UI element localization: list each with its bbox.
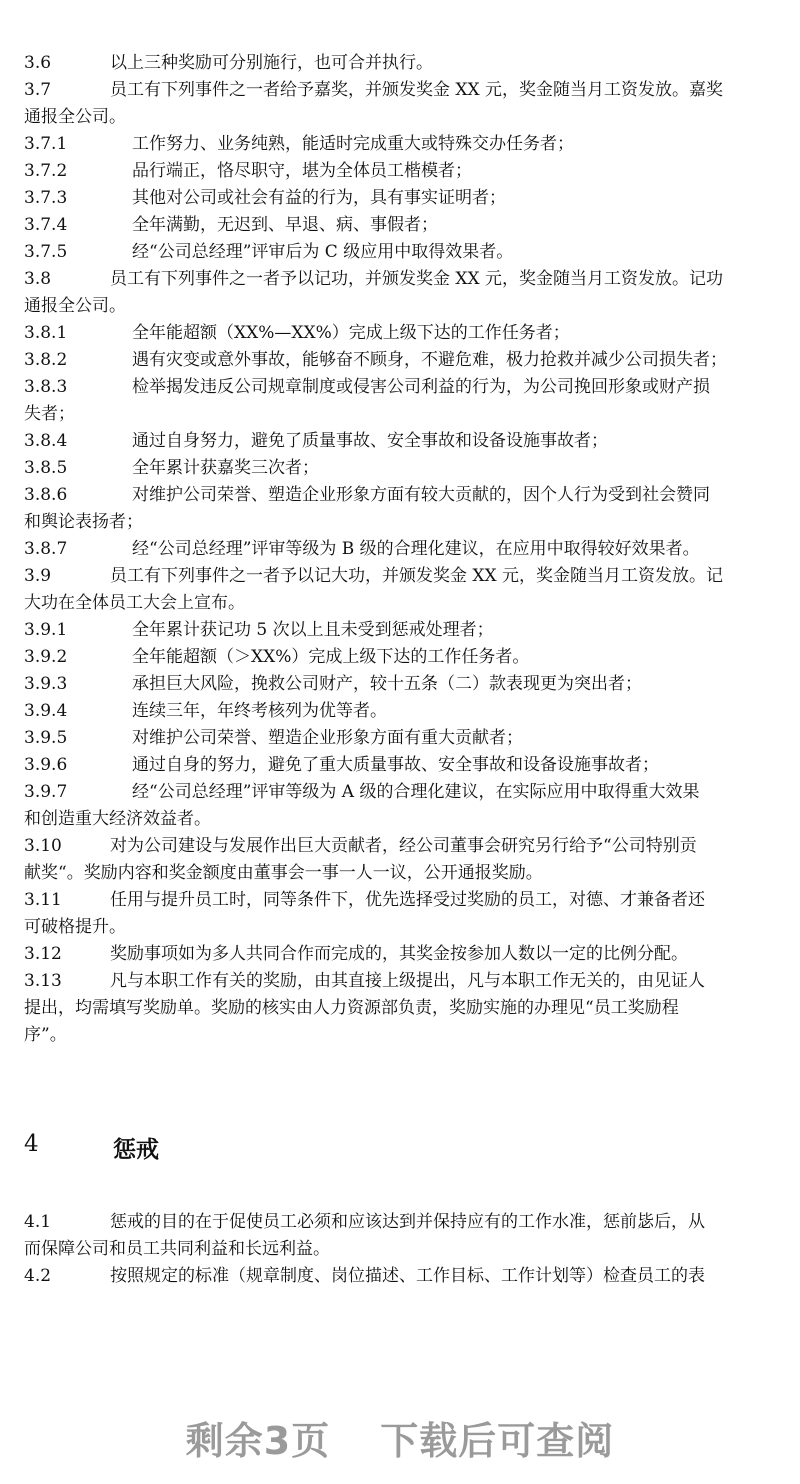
clause-text: 品行端正，恪尽职守，堪为全体员工楷模者；	[132, 161, 472, 181]
clause-text: 对维护公司荣誉、塑造企业形象方面有较大贡献的，因个人行为受到社会赞同	[132, 485, 710, 505]
clause-text: 全年累计获嘉奖三次者；	[132, 458, 319, 478]
clause-number: 4.2	[24, 1266, 52, 1286]
clause-text: 经“公司总经理”评审后为 C 级应用中取得效果者。	[132, 242, 514, 262]
section-title: 惩戒	[113, 1136, 159, 1163]
clause-continuation	[24, 509, 776, 536]
clause-text: 对为公司建设与发展作出巨大贡献者，经公司董事会研究另行给予“公司特别贡	[110, 836, 697, 856]
clause-number: 3.8.3	[24, 377, 68, 397]
clause-number: 3.7.1	[24, 134, 68, 154]
clause-text: 以上三种奖励可分别施行，也可合并执行。	[110, 53, 433, 73]
clause	[24, 671, 776, 698]
clause-continuation-text: 和舆论表扬者；	[24, 512, 143, 532]
clause	[24, 455, 776, 482]
clause-text: 通过自身努力，避免了质量事故、安全事故和设备设施事故者；	[132, 431, 608, 451]
clause-number: 3.9.4	[24, 701, 68, 721]
remaining-pages-banner[interactable]	[0, 1410, 800, 1465]
clause	[24, 752, 776, 779]
clause-continuation	[24, 806, 776, 833]
clause-continuation	[24, 590, 776, 617]
clause	[24, 1263, 776, 1290]
clause-continuation-text: 提出，均需填写奖励单。奖励的核实由人力资源部负责，奖励实施的办理见“员工奖励程	[24, 998, 679, 1018]
clause-text: 通过自身的努力，避免了重大质量事故、安全事故和设备设施事故者；	[132, 755, 659, 775]
clause-number: 3.8	[24, 269, 52, 289]
clause-number: 3.8.4	[24, 431, 68, 451]
clause	[24, 968, 776, 995]
section-number: 4	[24, 1131, 39, 1157]
section-3-body	[24, 50, 776, 1049]
clause-number: 3.9	[24, 566, 52, 586]
clause-number: 3.8.6	[24, 485, 68, 505]
clause	[24, 185, 776, 212]
clause-text: 工作努力、业务纯熟，能适时完成重大或特殊交办任务者；	[132, 134, 574, 154]
clause-continuation	[24, 860, 776, 887]
clause-number: 3.10	[24, 836, 62, 856]
clause-text: 连续三年，年终考核列为优等者。	[132, 701, 387, 721]
clause-text: 奖励事项如为多人共同合作而完成的，其奖金按参加人数以一定的比例分配。	[110, 944, 688, 964]
clause	[24, 1209, 776, 1236]
clause-text: 其他对公司或社会有益的行为，具有事实证明者；	[132, 188, 506, 208]
clause	[24, 887, 776, 914]
clause-continuation	[24, 995, 776, 1022]
clause-text: 全年累计获记功 5 次以上且未受到惩戒处理者；	[132, 620, 494, 640]
clause	[24, 239, 776, 266]
clause-number: 3.8.7	[24, 539, 68, 559]
clause-continuation-text: 可破格提升。	[24, 917, 126, 937]
clause	[24, 266, 776, 293]
clause	[24, 644, 776, 671]
clause-text: 员工有下列事件之一者予以记功，并颁发奖金 XX 元，奖金随当月工资发放。记功	[110, 269, 724, 289]
clause-number: 4.1	[24, 1212, 52, 1232]
clause	[24, 617, 776, 644]
clause-text: 员工有下列事件之一者给予嘉奖，并颁发奖金 XX 元，奖金随当月工资发放。嘉奖	[110, 80, 724, 100]
clause	[24, 374, 776, 401]
clause-number: 3.7	[24, 80, 52, 100]
download-to-view-text: 下载后可查阅	[380, 1419, 615, 1463]
clause-text: 对维护公司荣誉、塑造企业形象方面有重大贡献者；	[132, 728, 523, 748]
clause-text: 惩戒的目的在于促使员工必须和应该达到并保持应有的工作水准，惩前毖后，从	[110, 1212, 705, 1232]
clause-number: 3.6	[24, 53, 52, 73]
clause-continuation-text: 通报全公司。	[24, 107, 126, 127]
clause-number: 3.9.2	[24, 647, 68, 667]
clause-number: 3.7.5	[24, 242, 68, 262]
clause	[24, 347, 776, 374]
clause-text: 全年能超额（XX%—XX%）完成上级下达的工作任务者；	[132, 323, 570, 343]
clause-text: 按照规定的标准（规章制度、岗位描述、工作目标、工作计划等）检查员工的表	[110, 1266, 705, 1286]
clause-continuation-text: 大功在全体员工大会上宣布。	[24, 593, 245, 613]
clause	[24, 941, 776, 968]
clause-text: 经“公司总经理”评审等级为 A 级的合理化建议，在实际应用中取得重大效果	[132, 782, 700, 802]
clause-number: 3.9.7	[24, 782, 68, 802]
clause	[24, 482, 776, 509]
clause	[24, 428, 776, 455]
clause	[24, 131, 776, 158]
clause-continuation-text: 序”。	[24, 1025, 67, 1045]
clause-continuation-text: 献奖“。奖励内容和奖金额度由董事会一事一人一议，公开通报奖励。	[24, 863, 543, 883]
clause-text: 遇有灾变或意外事故，能够奋不顾身，不避危难，极力抢救并减少公司损失者；	[132, 350, 727, 370]
clause	[24, 779, 776, 806]
clause	[24, 698, 776, 725]
clause-number: 3.7.3	[24, 188, 68, 208]
clause	[24, 212, 776, 239]
clause	[24, 77, 776, 104]
clause-number: 3.13	[24, 971, 62, 991]
clause-continuation-text: 通报全公司。	[24, 296, 126, 316]
clause-text: 员工有下列事件之一者予以记大功，并颁发奖金 XX 元，奖金随当月工资发放。记	[110, 566, 724, 586]
clause-number: 3.8.1	[24, 323, 68, 343]
clause-number: 3.8.2	[24, 350, 68, 370]
clause-number: 3.9.5	[24, 728, 68, 748]
clause-continuation	[24, 1236, 776, 1263]
clause-continuation	[24, 401, 776, 428]
clause-number: 3.7.4	[24, 215, 68, 235]
clause-text: 承担巨大风险，挽救公司财产，较十五条（二）款表现更为突出者；	[132, 674, 642, 694]
clause-number: 3.9.3	[24, 674, 68, 694]
clause	[24, 158, 776, 185]
clause	[24, 320, 776, 347]
clause	[24, 833, 776, 860]
clause-number: 3.11	[24, 890, 62, 910]
clause-continuation-text: 失者；	[24, 404, 75, 424]
clause-text: 全年能超额（＞XX%）完成上级下达的工作任务者。	[132, 647, 530, 667]
clause-continuation	[24, 104, 776, 131]
clause-number: 3.9.1	[24, 620, 68, 640]
clause	[24, 536, 776, 563]
clause-text: 全年满勤，无迟到、早退、病、事假者；	[132, 215, 438, 235]
clause-text: 任用与提升员工时，同等条件下，优先选择受过奖励的员工，对德、才兼备者还	[110, 890, 705, 910]
clause-number: 3.7.2	[24, 161, 68, 181]
clause-text: 凡与本职工作有关的奖励，由其直接上级提出，凡与本职工作无关的，由见证人	[110, 971, 705, 991]
clause-text: 经“公司总经理”评审等级为 B 级的合理化建议，在应用中取得较好效果者。	[132, 539, 700, 559]
clause-number: 3.12	[24, 944, 62, 964]
clause-number: 3.9.6	[24, 755, 68, 775]
clause	[24, 563, 776, 590]
clause-text: 检举揭发违反公司规章制度或侵害公司利益的行为，为公司挽回形象或财产损	[132, 377, 710, 397]
clause-continuation-text: 而保障公司和员工共同利益和长远利益。	[24, 1239, 330, 1259]
clause-continuation	[24, 914, 776, 941]
clause-number: 3.8.5	[24, 458, 68, 478]
remaining-pages-text: 剩余3页	[185, 1419, 331, 1463]
clause-continuation	[24, 293, 776, 320]
clause	[24, 50, 776, 77]
clause	[24, 725, 776, 752]
clause-continuation	[24, 1022, 776, 1049]
section-4-body	[24, 1209, 776, 1290]
clause-continuation-text: 和创造重大经济效益者。	[24, 809, 211, 829]
